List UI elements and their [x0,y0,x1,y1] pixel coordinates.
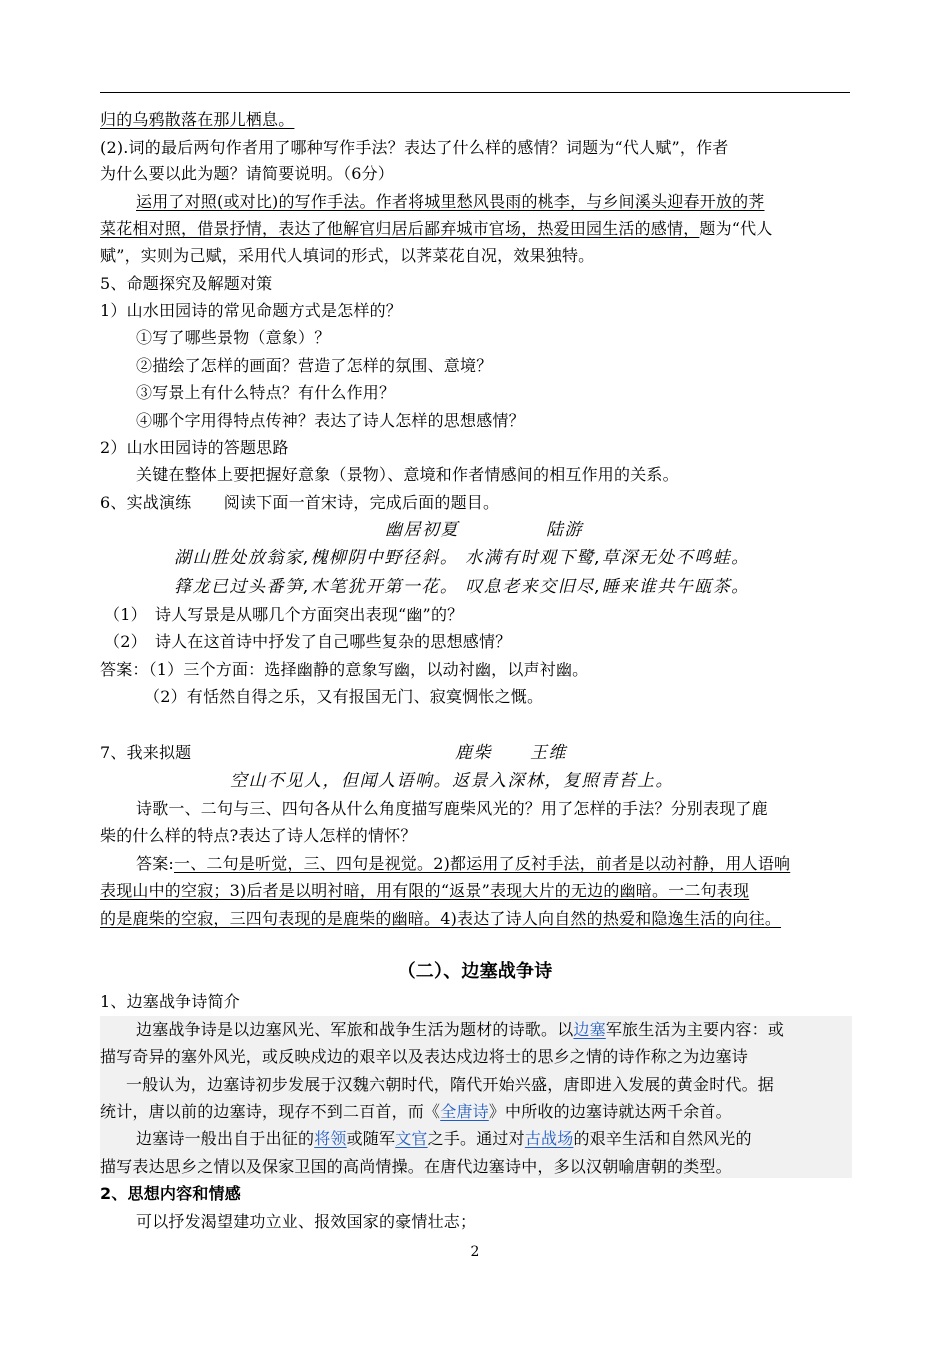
heading: 7、我来拟题 [100,743,192,762]
text-span: 》中所收的边塞诗就达两千余首。 [488,1102,732,1121]
text-span: 边塞诗一般出自于出征的 [136,1129,315,1148]
answer-line: 赋”，实则为己赋，采用代人填词的形式，以荠菜花自况，效果独特。 [100,246,595,265]
text-line: 关键在整体上要把握好意象（景物）、意境和作者情感间的相互作用的关系。 [136,465,679,484]
heading: 1、边塞战争诗简介 [100,992,240,1011]
answer-line: 的是鹿柴的空寂，三四句表现的是鹿柴的幽暗。4)表达了诗人向自然的热爱和隐逸生活的向往。 [100,909,782,928]
text-span: 之手。通过对 [427,1129,525,1148]
answer-label: 答案: [136,854,174,873]
answer-text: 运用了对照(或对比)的写作手法。作者将城里愁风畏雨的桃李，与乡间溪头迎春开放的荠 [136,192,765,211]
poem-line: 箨龙已过头番笋,木笔犹开第一花。 叹息老来交旧尽,睡来谁共午瓯茶。 [174,577,750,597]
question-line: （2） 诗人在这首诗中抒发了自己哪些复杂的思想感情？ [104,632,512,651]
poem-line: 湖山胜处放翁家,槐柳阴中野径斜。 水满有时观下鹭,草深无处不鸣蛙。 [174,548,750,568]
poem-author: 陆游 [546,520,583,540]
link-quantangshi[interactable]: 全唐诗 [440,1102,489,1121]
poem-title: 鹿柴 [455,743,492,763]
text-line: 描写表达思乡之情以及保家卫国的高尚情操。在唐代边塞诗中，多以汉朝喻唐朝的类型。 [100,1157,732,1176]
poem-line: 空山不见人，但闻人语响。返景入深林，复照青苔上。 [230,771,674,791]
heading: 2、思想内容和情感 [100,1184,241,1203]
question-line: 为什么要以此为题？请简要说明。（6分） [100,164,394,183]
text-line [136,1018,856,1044]
heading: 2）山水田园诗的答题思路 [100,438,289,457]
text-span: 边塞战争诗是以边塞风光、军旅和战争生活为题材的诗歌。以 [136,1020,574,1039]
answer-line [100,217,860,243]
page-number: 2 [470,1244,480,1260]
text-line: 描写奇异的塞外风光，或反映戍边的艰辛以及表达戍边将士的思乡之情的诗作称之为边塞诗 [100,1047,749,1066]
answer-line: 表现山中的空寂；3)后者是以明衬暗，用有限的“返景”表现大片的无边的幽暗。一二句表现 [100,881,750,900]
poem-title: 幽居初夏 [385,520,459,540]
text-line: 一般认为，边塞诗初步发展于汉魏六朝时代，隋代开始兴盛，唐即进入发展的黄金时代。据 [126,1075,775,1094]
answer-line: （2）有恬然自得之乐，又有报国无门、寂寞惆怅之慨。 [144,687,544,706]
header-rule [100,92,850,93]
text-span: 或随军 [346,1129,396,1148]
text-span: 军旅生活为主要内容：或 [605,1020,785,1039]
text-line: 归的乌鸦散落在那儿栖息。 [100,110,295,129]
answer-line [136,190,856,216]
question-line: 诗歌一、二句与三、四句各从什么角度描写鹿柴风光的？用了怎样的手法？分别表现了鹿 [136,799,768,818]
text-line [136,1127,856,1153]
text-span: 统计，唐以前的边塞诗，现存不到二百首，而《 [100,1102,441,1121]
list-item: ①写了哪些景物（意象）？ [136,328,331,347]
question-line: （1） 诗人写景是从哪几个方面突出表现“幽”的？ [104,605,464,624]
heading: 6、实战演练 阅读下面一首宋诗，完成后面的题目。 [100,493,500,512]
heading: 5、命题探究及解题对策 [100,274,273,293]
question-line: (2).词的最后两句作者用了哪种写作手法？表达了什么样的感情？词题为“代人赋”，作者 [100,138,729,157]
list-item: ③写景上有什么特点？有什么作用？ [136,383,396,402]
text-line: 可以抒发渴望建功立业、报效国家的豪情壮志； [136,1212,477,1231]
link-guzhanchang[interactable]: 古战场 [524,1129,574,1148]
text-span: 的艰辛生活和自然风光的 [573,1129,752,1148]
text-line [100,1100,860,1126]
link-wenguan[interactable]: 文官 [395,1129,428,1148]
list-item: ④哪个字用得特点传神？表达了诗人怎样的思想感情？ [136,411,525,430]
link-biansai[interactable]: 边塞 [573,1020,606,1039]
heading: 1）山水田园诗的常见命题方式是怎样的？ [100,301,402,320]
answer-text: 菜花相对照，借景抒情，表达了他解官归居后鄙弃城市官场，热爱田园生活的感情， [100,219,700,238]
link-jiangling[interactable]: 将领 [314,1129,347,1148]
poem-author: 王维 [530,743,567,763]
section-title: （二）、边塞战争诗 [397,961,553,982]
question-line: 柴的什么样的特点?表达了诗人怎样的情怀？ [100,826,417,845]
answer-line [136,852,856,878]
list-item: ②描绘了怎样的画面？营造了怎样的氛围、意境？ [136,356,493,375]
answer-text: 题为“代人 [699,219,773,238]
answer-text: 一、二句是听觉，三、四句是视觉。2)都运用了反衬手法，前者是以动衬静，用人语响 [174,854,791,873]
answer-line: 答案：（1）三个方面：选择幽静的意象写幽，以动衬幽，以声衬幽。 [100,660,589,679]
